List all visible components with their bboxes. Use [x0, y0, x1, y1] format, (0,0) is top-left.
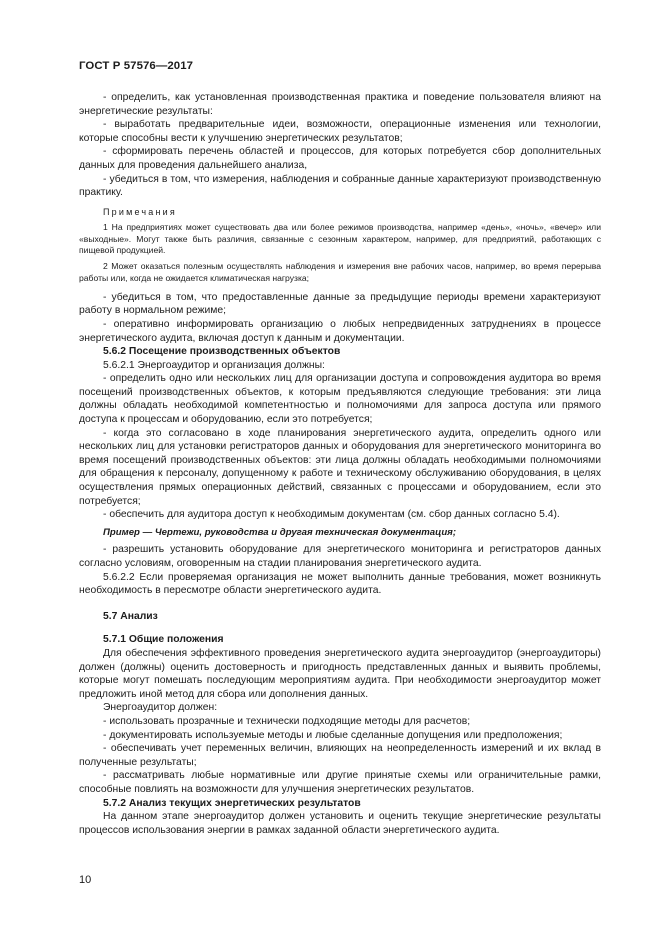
subsection-heading: 5.7.2 Анализ текущих энергетических результатов — [103, 797, 361, 809]
note-item: 2 Может оказаться полезным осуществлять наблюдения и измерения вне рабочих часов, например, во время перерыва работы или, когда не ожидается климатическая нагрузка; — [79, 261, 601, 283]
note-item: 1 На предприятиях может существовать два или более режимов производства, например «день», «ночь», «вечер» или «выходные». Могут также быть различия, связанные с сезонным характером, например, для предприятий, работающих с пищевой продукцией. — [79, 221, 601, 256]
list-item: - определить, как установленная производственная практика и поведение пользователя влияют на энергетические результаты: — [79, 92, 601, 117]
list-item: - документировать используемые методы и любые сделанные допущения или предположения; — [103, 729, 563, 741]
list-item: - рассматривать любые нормативные или другие принятые схемы или ограничительные рамки, способные повлиять на возможности для улучшения энергетических результатов. — [79, 770, 601, 795]
document-body — [79, 91, 601, 837]
subsection-text: 5.6.2.1 Энергоаудитор и организация должны: — [103, 359, 325, 371]
list-item: - определить одно или нескольких лиц для организации доступа и сопровождения аудитора во время посещений производственных объектов, к которым предъявляются следующие требования: эти лица должны обладать необходимой компетентностью и полномочиями для запроса доступа или прямого доступа к процессам и оборудованию, если это потребуется; — [79, 373, 601, 426]
section-heading: 5.7 Анализ — [103, 610, 158, 622]
list-item: - оперативно информировать организацию о любых непредвиденных затруднениях в процессе энергетического аудита, включая доступ к данным и документации. — [79, 318, 601, 344]
subsection-text: 5.6.2.2 Если проверяемая организация не может выполнить данные требования, может возникнуть необходимость в пересмотре области энергетического аудита. — [79, 571, 601, 597]
document-header: ГОСТ Р 57576—2017 — [79, 60, 194, 72]
notes-label: Примечания — [103, 206, 177, 217]
list-item: - сформировать перечень областей и процессов, для которых потребуется сбор дополнительных данных для проведения дальнейшего анализа, — [79, 146, 601, 171]
example-line — [79, 526, 601, 540]
list-item: - разрешить установить оборудование для энергетического мониторинга и регистраторов данных согласно условиям, оговоренным на стадии планирования энергетического аудита. — [79, 544, 601, 570]
list-item: - когда это согласовано в ходе планирования энергетического аудита, определить одного или нескольких лиц для установки регистраторов данных и оборудования для энергетического мониторинга во время посещений производственных объектов: эти лица должны обладать необходимыми полномочиями для обращения к персоналу, допущенному к работе и техническому обслуживанию оборудования, в целях осуществления прямых операционных действий, связанных с процессами и оборудованием, если это потребуется; — [79, 427, 601, 507]
paragraph: Для обеспечения эффективного проведения энергетического аудита энергоаудитор (энергоаудиторы) должен (должны) оценить достоверность и пригодность представленных данных и выявить проблемы, которые могут помешать последующим мероприятиям аудита. При необходимости энергоаудитор может предложить иной метод для сбора или дополнения данных. — [79, 647, 601, 700]
list-item: - убедиться в том, что измерения, наблюдения и собранные данные характеризуют производственную практику. — [79, 173, 601, 199]
subsection-heading: 5.7.1 Общие положения — [103, 634, 224, 646]
paragraph: Энергоаудитор должен: — [103, 702, 218, 714]
section-heading: 5.6.2 Посещение производственных объектов — [103, 346, 341, 358]
list-item: - использовать прозрачные и технически подходящие методы для расчетов; — [103, 715, 471, 727]
page-number: 10 — [79, 874, 92, 886]
list-item: - обеспечивать учет переменных величин, влияющих на неопределенность измерений и их вклад в полученные результаты; — [79, 743, 601, 768]
list-item: - выработать предварительные идеи, возможности, операционные изменения или технологии, которые способны вести к улучшению энергетических результатов; — [79, 119, 601, 144]
example-label: Пример — — [103, 526, 153, 538]
list-item: - убедиться в том, что предоставленные данные за предыдущие периоды времени характеризуют работу в нормальном режиме; — [79, 291, 601, 317]
list-item: - обеспечить для аудитора доступ к необходимым документам (см. сбор данных согласно 5.4). — [103, 509, 560, 521]
paragraph: На данном этапе энергоаудитор должен установить и оценить текущие энергетические результаты процессов использования энергии в рамках заданной области энергетического аудита. — [79, 811, 601, 836]
example-text: Чертежи, руководства и другая техническая документация; — [152, 526, 457, 538]
